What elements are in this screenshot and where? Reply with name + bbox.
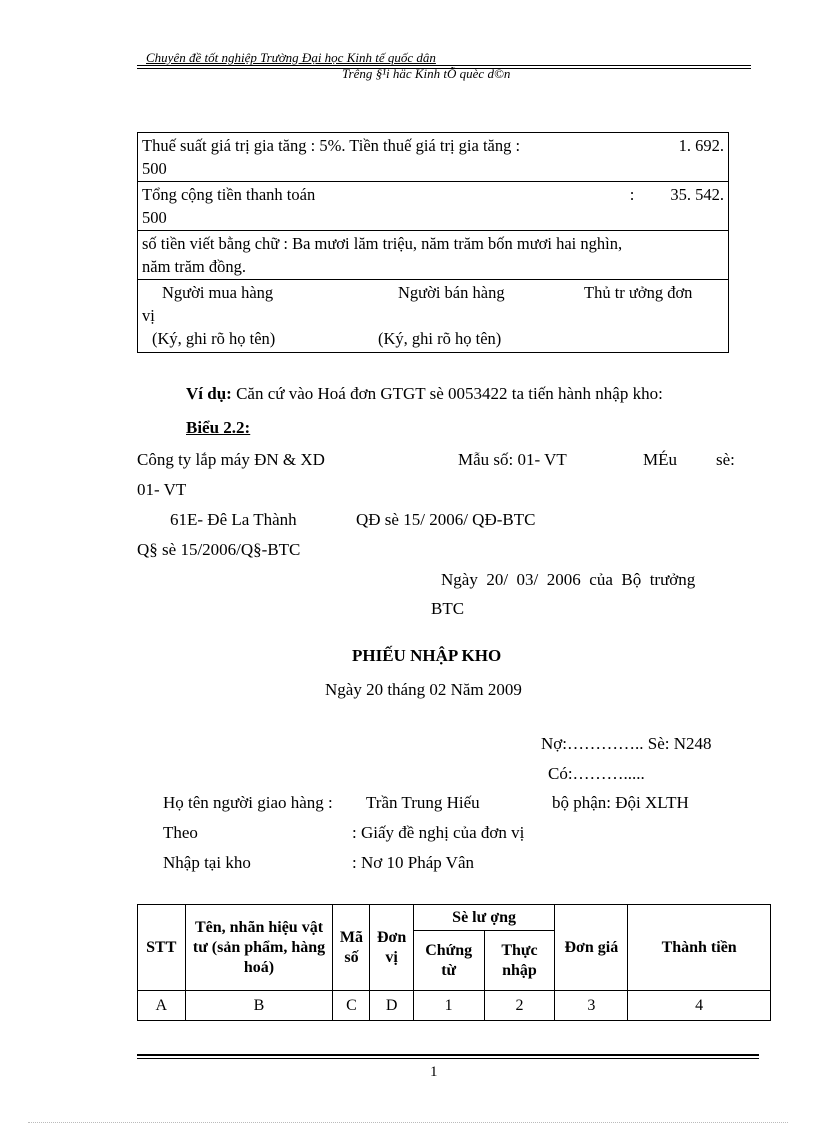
col-name: Tên, nhãn hiệu vật tư (sản phẩm, hàng hoá): [185, 905, 333, 991]
code-row: [138, 991, 771, 1021]
vat-amount-cont: 500: [142, 159, 167, 178]
footer-rule-2: [137, 1058, 759, 1059]
deliverer-value: Trần Trung Hiếu: [366, 793, 480, 812]
example-text: Căn cứ vào Hoá đơn GTGT sè 0053422 ta tiến hành nhập kho:: [236, 384, 663, 403]
department: bộ phận: Đội XLTH: [552, 793, 689, 812]
deliverer-label: Họ tên người giao hàng :: [163, 793, 333, 812]
page-number: 1: [430, 1064, 438, 1080]
decision-number: QĐ sè 15/ 2006/ QĐ-BTC: [356, 510, 536, 529]
col-amount: Thành tiền: [628, 905, 771, 991]
theo-label: Theo: [163, 823, 198, 842]
total-amount-cont: 500: [142, 208, 167, 227]
total-label: Tổng cộng tiền thanh toán: [142, 185, 316, 204]
slip-date: Ngày 20 tháng 02 Năm 2009: [325, 680, 522, 699]
example-label: Ví dụ:: [186, 384, 232, 403]
vat-row: [138, 133, 729, 182]
amount-in-words: số tiền viết bằng chữ : Ba mươi lăm triệu, năm trăm bốn mươi hai nghìn,: [142, 234, 623, 253]
words-row: [138, 231, 729, 280]
code-cell: 3: [555, 991, 628, 1021]
total-colon: :: [629, 185, 635, 204]
col-code: Mã số: [333, 905, 370, 991]
code-cell: D: [370, 991, 413, 1021]
total-row: [138, 182, 729, 231]
col-qty-doc: Chứng từ: [413, 931, 484, 991]
form-mau-label: MÉu: [643, 450, 677, 469]
slip-title: PHIẾU NHẬP KHO: [352, 646, 502, 665]
sig-seller: Người bán hàng: [398, 283, 505, 302]
company-address: 61E- Đê La Thành: [170, 510, 297, 529]
decision-date: Ngày 20/ 03/ 2006 của Bộ trưởng: [441, 570, 696, 589]
sig-head-cont: vị: [142, 306, 155, 325]
form-mau-cont: 01- VT: [137, 480, 187, 499]
running-header: Chuyên đề tốt nghiệp Trường Đại học Kinh tế quốc dân: [146, 50, 436, 65]
total-amount: 35. 542.: [670, 185, 724, 204]
col-price: Đơn giá: [555, 905, 628, 991]
running-header-garbled: Trêng §¹i häc Kinh tÕ quèc d©n: [342, 66, 511, 81]
company-name: Công ty lắp máy ĐN & XD: [137, 450, 325, 469]
debit-serial: Nợ:………….. Sè: N248: [541, 734, 712, 753]
code-cell: C: [333, 991, 370, 1021]
code-cell: A: [138, 991, 186, 1021]
theo-value: : Giấy đề nghị của đơn vị: [352, 823, 525, 842]
code-cell: 2: [484, 991, 555, 1021]
receipt-table: [137, 904, 771, 1021]
code-cell: 1: [413, 991, 484, 1021]
credit-line: Có:……….....: [548, 764, 645, 783]
vat-amount: 1. 692.: [678, 136, 724, 155]
col-qty: Sè lư ợng: [413, 905, 555, 931]
sig-note-buyer: (Ký, ghi rõ họ tên): [152, 329, 276, 348]
header-row-1: [138, 905, 771, 931]
code-cell: 4: [628, 991, 771, 1021]
invoice-summary-table: [137, 132, 729, 353]
figure-label: Biểu 2.2:: [186, 418, 251, 437]
form-mau-so: sè:: [716, 450, 735, 469]
decision-number-garbled: Q§ sè 15/2006/Q§-BTC: [137, 540, 301, 559]
sig-buyer: Người mua hàng: [162, 283, 274, 302]
example-line: [186, 384, 663, 404]
sig-head: Thủ tr ưởng đơn: [584, 283, 693, 302]
vat-text: Thuế suất giá trị gia tăng : 5%. Tiền thuế giá trị gia tăng :: [142, 136, 521, 155]
amount-in-words-cont: năm trăm đồng.: [142, 257, 247, 276]
signature-row: [138, 280, 729, 353]
warehouse-label: Nhập tại kho: [163, 853, 251, 872]
sig-note-seller: (Ký, ghi rõ họ tên): [378, 329, 502, 348]
col-stt: STT: [138, 905, 186, 991]
decision-date-cont: BTC: [431, 599, 465, 618]
col-unit: Đơn vị: [370, 905, 413, 991]
code-cell: B: [185, 991, 333, 1021]
form-number: Mẫu số: 01- VT: [458, 450, 567, 469]
col-qty-real: Thực nhập: [484, 931, 555, 991]
warehouse-value: : Nơ 10 Pháp Vân: [352, 853, 475, 872]
footer-rule: [137, 1054, 759, 1056]
